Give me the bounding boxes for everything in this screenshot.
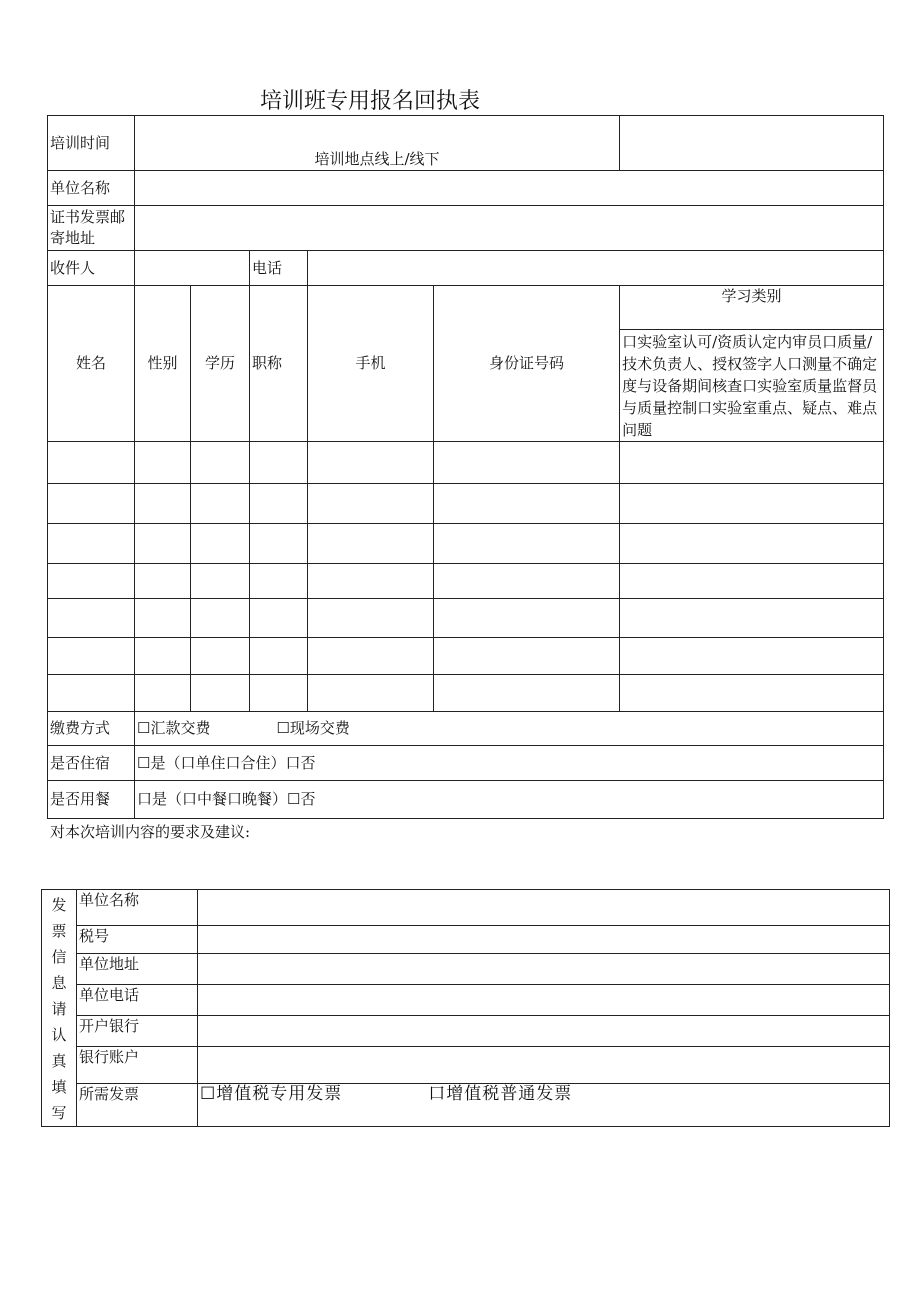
payment-onsite-checkbox[interactable]: ☐现场交费 <box>276 719 350 737</box>
invoice-general-vat-checkbox[interactable]: 口增值税普通发票 <box>428 1083 573 1104</box>
training-time-input[interactable] <box>620 116 884 171</box>
invoice-unit-name-label: 单位名称 <box>77 890 198 926</box>
invoice-bank-label: 开户银行 <box>77 1015 198 1046</box>
invoice-phone-input[interactable] <box>198 985 890 1015</box>
recipient-input[interactable] <box>135 251 250 286</box>
page-title: 培训班专用报名回执表 <box>260 89 481 114</box>
training-location: 培训地点线上/线下 <box>135 116 620 171</box>
invoice-phone-label: 单位电话 <box>77 985 198 1015</box>
col-name: 姓名 <box>48 286 135 442</box>
table-row <box>48 484 884 524</box>
col-mobile: 手机 <box>308 286 434 442</box>
lodging-label: 是否住宿 <box>48 746 135 781</box>
col-category-title: 学习类别 <box>620 286 884 330</box>
invoice-bank-input[interactable] <box>198 1015 890 1046</box>
table-row <box>48 564 884 599</box>
col-id-number: 身份证号码 <box>434 286 620 442</box>
cert-address-label: 证书发票邮寄地址 <box>48 206 135 251</box>
col-category-options: 口实验室认可/资质认定内审员口质量/技术负责人、授权签字人口测量不确定度与设备期间核查口实验室质量监督员与质量控制口实验室重点、疑点、难点问题 <box>620 330 884 442</box>
table-row <box>48 675 884 712</box>
phone-input[interactable] <box>308 251 884 286</box>
invoice-table <box>41 889 890 1127</box>
invoice-tax-id-label: 税号 <box>77 926 198 954</box>
suggestion-label: 对本次培训内容的要求及建议: <box>50 823 251 841</box>
table-row <box>48 599 884 638</box>
payment-transfer-checkbox[interactable]: ☐汇款交费 <box>137 719 211 737</box>
invoice-special-vat-checkbox[interactable]: ☐增值税专用发票 <box>200 1083 343 1104</box>
lodging-options[interactable]: ☐是（口单住口合住）口否 <box>135 746 884 781</box>
meal-options[interactable]: 口是（口中餐口晚餐）☐否 <box>135 781 884 819</box>
invoice-address-input[interactable] <box>198 954 890 985</box>
cert-address-input[interactable] <box>135 206 884 251</box>
col-education: 学历 <box>191 286 250 442</box>
invoice-type-label: 所需发票 <box>77 1083 198 1126</box>
invoice-tax-id-input[interactable] <box>198 926 890 954</box>
unit-name-input[interactable] <box>135 171 884 206</box>
meal-label: 是否用餐 <box>48 781 135 819</box>
registration-table <box>47 115 884 819</box>
invoice-side-label: 发 票 信 息 请 认 真 填 写 <box>42 890 77 1127</box>
unit-name-label: 单位名称 <box>48 171 135 206</box>
table-row <box>48 442 884 484</box>
invoice-account-input[interactable] <box>198 1046 890 1083</box>
table-row <box>48 524 884 564</box>
invoice-unit-name-input[interactable] <box>198 890 890 926</box>
payment-label: 缴费方式 <box>48 712 135 746</box>
invoice-account-label: 银行账户 <box>77 1046 198 1083</box>
col-title: 职称 <box>250 286 308 442</box>
invoice-address-label: 单位地址 <box>77 954 198 985</box>
training-time-label: 培训时间 <box>48 116 135 171</box>
table-row <box>48 638 884 675</box>
recipient-label: 收件人 <box>48 251 135 286</box>
col-gender: 性别 <box>135 286 191 442</box>
phone-label: 电话 <box>250 251 308 286</box>
